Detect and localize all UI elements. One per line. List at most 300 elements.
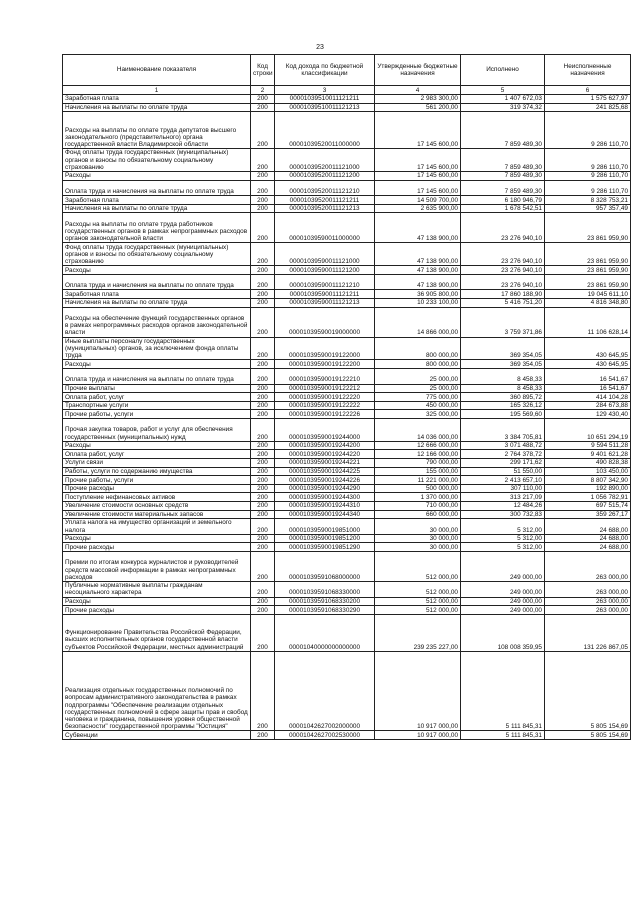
- income-code: 00001039510011121213: [275, 103, 375, 112]
- table-row: [63, 519, 631, 535]
- executed-amount: 299 171,62: [461, 458, 545, 467]
- row-name: Премии по итогам конкурса журналистов и руководителей средств массовой информации в рамках непрограммных расходов: [63, 551, 251, 581]
- column-index-row: [63, 86, 631, 95]
- header-approved: Утвержденные бюджетные назначения: [375, 55, 461, 86]
- approved-amount: 660 000,00: [375, 510, 461, 519]
- unexecuted-amount: 430 645,95: [545, 337, 631, 360]
- row-name: Реализация отдельных государственных полномочий по вопросам административного законодательства в рамках подпрограммы "Обеспечение реализации отдельных государственных полномочий в сфере защиты прав и свобод человека и гражданина, повышения уровня общественной безопасности" государственной программы "Юстиция": [63, 651, 251, 731]
- income-code: 00001039510011121211: [275, 95, 375, 104]
- approved-amount: 2 983 300,00: [375, 95, 461, 104]
- income-code: 00001039590011000000: [275, 213, 375, 243]
- row-code: 200: [251, 266, 275, 275]
- executed-amount: 1 678 542,51: [461, 204, 545, 213]
- row-name: Прочие расходы: [63, 543, 251, 552]
- income-code: 00001039590019244290: [275, 484, 375, 493]
- row-name: Заработная плата: [63, 290, 251, 299]
- unexecuted-amount: 19 045 611,10: [545, 290, 631, 299]
- executed-amount: 2 764 378,72: [461, 450, 545, 459]
- table-row: [63, 401, 631, 410]
- row-name: Оплата труда и начисления на выплаты по оплате труда: [63, 368, 251, 384]
- approved-amount: 512 000,00: [375, 606, 461, 615]
- table-row: [63, 393, 631, 402]
- unexecuted-amount: 4 816 348,80: [545, 299, 631, 308]
- unexecuted-amount: 414 104,28: [545, 393, 631, 402]
- approved-amount: 561 200,00: [375, 103, 461, 112]
- executed-amount: 23 276 940,10: [461, 266, 545, 275]
- approved-amount: 30 000,00: [375, 534, 461, 543]
- income-code: 00001039590019122200: [275, 360, 375, 369]
- row-name: Увеличение стоимости материальных запасов: [63, 510, 251, 519]
- income-code: 00001039590019244310: [275, 501, 375, 510]
- approved-amount: 10 917 000,00: [375, 651, 461, 731]
- row-name: Оплата работ, услуг: [63, 393, 251, 402]
- approved-amount: 450 000,00: [375, 401, 461, 410]
- table-row: [63, 196, 631, 205]
- unexecuted-amount: 24 688,00: [545, 519, 631, 535]
- approved-amount: 12 166 000,00: [375, 450, 461, 459]
- approved-amount: 14 036 000,00: [375, 418, 461, 441]
- row-code: 200: [251, 510, 275, 519]
- table-row: [63, 543, 631, 552]
- income-code: 00001042627002530000: [275, 731, 375, 740]
- unexecuted-amount: 23 861 959,90: [545, 213, 631, 243]
- approved-amount: 500 000,00: [375, 484, 461, 493]
- executed-amount: 3 759 371,86: [461, 307, 545, 337]
- unexecuted-amount: 490 828,38: [545, 458, 631, 467]
- executed-amount: 249 000,00: [461, 606, 545, 615]
- unexecuted-amount: 9 286 110,70: [545, 112, 631, 149]
- approved-amount: 800 000,00: [375, 360, 461, 369]
- income-code: 00001039590019244225: [275, 467, 375, 476]
- executed-amount: 7 859 489,30: [461, 171, 545, 180]
- row-code: 200: [251, 393, 275, 402]
- executed-amount: 249 000,00: [461, 581, 545, 597]
- approved-amount: 25 000,00: [375, 368, 461, 384]
- unexecuted-amount: 8 328 753,21: [545, 196, 631, 205]
- row-code: 200: [251, 360, 275, 369]
- row-code: 200: [251, 171, 275, 180]
- executed-amount: 249 000,00: [461, 551, 545, 581]
- row-name: Прочие работы, услуги: [63, 476, 251, 485]
- row-code: 200: [251, 384, 275, 393]
- executed-amount: 249 000,00: [461, 597, 545, 606]
- row-code: 200: [251, 484, 275, 493]
- table-row: [63, 243, 631, 266]
- table-row: [63, 290, 631, 299]
- table-row: [63, 307, 631, 337]
- table-row: [63, 418, 631, 441]
- approved-amount: 25 000,00: [375, 384, 461, 393]
- table-row: [63, 441, 631, 450]
- row-code: 200: [251, 543, 275, 552]
- table-row: [63, 266, 631, 275]
- income-code: 00001039590019122210: [275, 368, 375, 384]
- income-code: 00001039590019122000: [275, 337, 375, 360]
- approved-amount: 17 145 600,00: [375, 171, 461, 180]
- row-code: 200: [251, 112, 275, 149]
- row-code: 200: [251, 149, 275, 172]
- unexecuted-amount: 10 651 294,19: [545, 418, 631, 441]
- approved-amount: 14 509 700,00: [375, 196, 461, 205]
- unexecuted-amount: 16 541,67: [545, 368, 631, 384]
- unexecuted-amount: 23 861 959,90: [545, 266, 631, 275]
- table-row: [63, 476, 631, 485]
- executed-amount: 195 569,60: [461, 410, 545, 419]
- row-code: 200: [251, 476, 275, 485]
- row-code: 200: [251, 213, 275, 243]
- executed-amount: 369 354,05: [461, 337, 545, 360]
- unexecuted-amount: 11 106 628,14: [545, 307, 631, 337]
- unexecuted-amount: 241 825,68: [545, 103, 631, 112]
- executed-amount: 3 384 705,81: [461, 418, 545, 441]
- approved-amount: 17 145 600,00: [375, 180, 461, 196]
- executed-amount: 1 407 672,03: [461, 95, 545, 104]
- row-code: 200: [251, 614, 275, 651]
- row-code: 200: [251, 204, 275, 213]
- unexecuted-amount: 16 541,67: [545, 384, 631, 393]
- header-income-code: Код дохода по бюджетной классификации: [275, 55, 375, 86]
- approved-amount: 10 917 000,00: [375, 731, 461, 740]
- row-code: 200: [251, 243, 275, 266]
- header-executed: Исполнено: [461, 55, 545, 86]
- approved-amount: 17 145 600,00: [375, 149, 461, 172]
- column-index: 1: [63, 86, 251, 95]
- executed-amount: 23 276 940,10: [461, 274, 545, 290]
- row-name: Начисления на выплаты по оплате труда: [63, 299, 251, 308]
- income-code: 00001040000000000000: [275, 614, 375, 651]
- table-row: [63, 274, 631, 290]
- table-row: [63, 204, 631, 213]
- unexecuted-amount: 23 861 959,90: [545, 274, 631, 290]
- row-code: 200: [251, 337, 275, 360]
- executed-amount: 51 550,00: [461, 467, 545, 476]
- unexecuted-amount: 9 286 110,70: [545, 171, 631, 180]
- unexecuted-amount: 23 861 959,90: [545, 243, 631, 266]
- executed-amount: 5 312,00: [461, 519, 545, 535]
- income-code: 00001039520011121213: [275, 204, 375, 213]
- table-body: [63, 95, 631, 740]
- table-row: [63, 458, 631, 467]
- row-code: 200: [251, 458, 275, 467]
- table-row: [63, 581, 631, 597]
- table-row: [63, 368, 631, 384]
- executed-amount: 3 071 488,72: [461, 441, 545, 450]
- income-code: 00001039590019244300: [275, 493, 375, 502]
- income-code: 00001039591068000000: [275, 551, 375, 581]
- approved-amount: 30 000,00: [375, 543, 461, 552]
- row-code: 200: [251, 401, 275, 410]
- approved-amount: 17 145 600,00: [375, 112, 461, 149]
- row-name: Работы, услуги по содержанию имущества: [63, 467, 251, 476]
- row-code: 200: [251, 290, 275, 299]
- income-code: 00001039590011121200: [275, 266, 375, 275]
- table-row: [63, 731, 631, 740]
- unexecuted-amount: 1 575 627,97: [545, 95, 631, 104]
- executed-amount: 7 859 489,30: [461, 112, 545, 149]
- approved-amount: 11 221 000,00: [375, 476, 461, 485]
- row-code: 200: [251, 501, 275, 510]
- approved-amount: 325 000,00: [375, 410, 461, 419]
- income-code: 00001039590019244226: [275, 476, 375, 485]
- approved-amount: 47 138 900,00: [375, 243, 461, 266]
- table-row: [63, 501, 631, 510]
- income-code: 00001039590019122226: [275, 410, 375, 419]
- row-name: Расходы: [63, 441, 251, 450]
- unexecuted-amount: 359 267,17: [545, 510, 631, 519]
- approved-amount: 47 138 900,00: [375, 266, 461, 275]
- row-code: 200: [251, 180, 275, 196]
- row-code: 200: [251, 597, 275, 606]
- executed-amount: 8 458,33: [461, 384, 545, 393]
- unexecuted-amount: 9 286 110,70: [545, 180, 631, 196]
- column-index: 4: [375, 86, 461, 95]
- income-code: 00001039590011121211: [275, 290, 375, 299]
- executed-amount: 7 859 489,30: [461, 180, 545, 196]
- table-row: [63, 103, 631, 112]
- row-code: 200: [251, 410, 275, 419]
- approved-amount: 155 000,00: [375, 467, 461, 476]
- table-row: [63, 410, 631, 419]
- row-name: Расходы: [63, 266, 251, 275]
- income-code: 00001039590019244220: [275, 450, 375, 459]
- executed-amount: 5 111 845,31: [461, 731, 545, 740]
- unexecuted-amount: 263 000,00: [545, 551, 631, 581]
- approved-amount: 10 233 100,00: [375, 299, 461, 308]
- row-name: Расходы на выплаты по оплате труда депутатов высшего законодательного (представительного) органа государственной власти Владимирской области: [63, 112, 251, 149]
- income-code: 00001039590011121210: [275, 274, 375, 290]
- unexecuted-amount: 9 401 621,28: [545, 450, 631, 459]
- row-code: 200: [251, 467, 275, 476]
- row-name: Прочая закупка товаров, работ и услуг для обеспечения государственных (муниципальных) нужд: [63, 418, 251, 441]
- executed-amount: 165 326,12: [461, 401, 545, 410]
- row-name: Оплата труда и начисления на выплаты по оплате труда: [63, 274, 251, 290]
- unexecuted-amount: 284 673,88: [545, 401, 631, 410]
- row-name: Иные выплаты персоналу государственных (муниципальных) органов, за исключением фонда оплаты труда: [63, 337, 251, 360]
- table-row: [63, 597, 631, 606]
- income-code: 00001039520011121200: [275, 171, 375, 180]
- executed-amount: 12 484,26: [461, 501, 545, 510]
- row-code: 200: [251, 581, 275, 597]
- income-code: 00001039590019851000: [275, 519, 375, 535]
- table-header: [63, 55, 631, 95]
- income-code: 00001039590019851290: [275, 543, 375, 552]
- table-row: [63, 360, 631, 369]
- approved-amount: 1 370 000,00: [375, 493, 461, 502]
- row-code: 200: [251, 551, 275, 581]
- table-row: [63, 467, 631, 476]
- unexecuted-amount: 24 688,00: [545, 543, 631, 552]
- row-code: 200: [251, 368, 275, 384]
- column-index: 2: [251, 86, 275, 95]
- approved-amount: 512 000,00: [375, 581, 461, 597]
- row-name: Субвенции: [63, 731, 251, 740]
- income-code: 00001039590019851200: [275, 534, 375, 543]
- unexecuted-amount: 9 286 110,70: [545, 149, 631, 172]
- row-name: Начисления на выплаты по оплате труда: [63, 103, 251, 112]
- income-code: 00001039590019000000: [275, 307, 375, 337]
- executed-amount: 5 416 751,20: [461, 299, 545, 308]
- approved-amount: 710 000,00: [375, 501, 461, 510]
- row-name: Прочие выплаты: [63, 384, 251, 393]
- row-name: Фонд оплаты труда государственных (муниципальных) органов и взносы по обязательному социальному страхованию: [63, 149, 251, 172]
- executed-amount: 8 458,33: [461, 368, 545, 384]
- row-code: 200: [251, 95, 275, 104]
- unexecuted-amount: 263 000,00: [545, 581, 631, 597]
- income-code: 00001039590019122222: [275, 401, 375, 410]
- row-name: Публичные нормативные выплаты гражданам несоциального характера: [63, 581, 251, 597]
- executed-amount: 108 008 359,95: [461, 614, 545, 651]
- income-code: 00001039590019244000: [275, 418, 375, 441]
- table-row: [63, 614, 631, 651]
- table-row: [63, 450, 631, 459]
- table-row: [63, 651, 631, 731]
- unexecuted-amount: 1 056 782,91: [545, 493, 631, 502]
- unexecuted-amount: 103 450,00: [545, 467, 631, 476]
- approved-amount: 2 635 900,00: [375, 204, 461, 213]
- row-name: Начисления на выплаты по оплате труда: [63, 204, 251, 213]
- table-row: [63, 510, 631, 519]
- income-code: 00001039590011121213: [275, 299, 375, 308]
- unexecuted-amount: 8 807 342,90: [545, 476, 631, 485]
- row-code: 200: [251, 274, 275, 290]
- income-code: 00001039591068330290: [275, 606, 375, 615]
- column-index: 3: [275, 86, 375, 95]
- row-code: 200: [251, 606, 275, 615]
- unexecuted-amount: 263 000,00: [545, 597, 631, 606]
- approved-amount: 47 138 900,00: [375, 274, 461, 290]
- unexecuted-amount: 192 890,00: [545, 484, 631, 493]
- row-name: Расходы: [63, 171, 251, 180]
- table-row: [63, 551, 631, 581]
- row-name: Расходы: [63, 534, 251, 543]
- table-row: [63, 337, 631, 360]
- income-code: 00001039520011000000: [275, 112, 375, 149]
- executed-amount: 313 217,09: [461, 493, 545, 502]
- row-name: Поступление нефинансовых активов: [63, 493, 251, 502]
- approved-amount: 12 666 000,00: [375, 441, 461, 450]
- header-row-code: Код строки: [251, 55, 275, 86]
- row-name: Оплата труда и начисления на выплаты по оплате труда: [63, 180, 251, 196]
- row-name: Заработная плата: [63, 196, 251, 205]
- income-code: 00001039590011121000: [275, 243, 375, 266]
- table-row: [63, 149, 631, 172]
- unexecuted-amount: 697 515,74: [545, 501, 631, 510]
- row-name: Расходы: [63, 360, 251, 369]
- column-index: 6: [545, 86, 631, 95]
- row-name: Уплата налога на имущество организаций и земельного налога: [63, 519, 251, 535]
- row-code: 200: [251, 534, 275, 543]
- row-code: 200: [251, 519, 275, 535]
- page-number: 23: [316, 44, 324, 51]
- row-name: Транспортные услуги: [63, 401, 251, 410]
- income-code: 00001039520011121000: [275, 149, 375, 172]
- income-code: 00001042627002000000: [275, 651, 375, 731]
- executed-amount: 6 180 946,79: [461, 196, 545, 205]
- unexecuted-amount: 430 645,95: [545, 360, 631, 369]
- table-row: [63, 95, 631, 104]
- unexecuted-amount: 131 226 867,05: [545, 614, 631, 651]
- row-name: Прочие расходы: [63, 606, 251, 615]
- income-code: 00001039590019244340: [275, 510, 375, 519]
- income-code: 00001039590019122212: [275, 384, 375, 393]
- row-name: Услуги связи: [63, 458, 251, 467]
- table-row: [63, 606, 631, 615]
- row-name: Заработная плата: [63, 95, 251, 104]
- approved-amount: 512 000,00: [375, 597, 461, 606]
- executed-amount: 5 111 845,31: [461, 651, 545, 731]
- executed-amount: 5 312,00: [461, 543, 545, 552]
- executed-amount: 2 413 657,10: [461, 476, 545, 485]
- executed-amount: 300 732,83: [461, 510, 545, 519]
- budget-execution-table: [62, 54, 631, 740]
- unexecuted-amount: 957 357,49: [545, 204, 631, 213]
- table-row: [63, 180, 631, 196]
- income-code: 00001039591068330200: [275, 597, 375, 606]
- table-row: [63, 112, 631, 149]
- row-code: 200: [251, 418, 275, 441]
- unexecuted-amount: 263 000,00: [545, 606, 631, 615]
- executed-amount: 17 860 188,90: [461, 290, 545, 299]
- income-code: 00001039590019122220: [275, 393, 375, 402]
- income-code: 00001039590019244221: [275, 458, 375, 467]
- row-code: 200: [251, 651, 275, 731]
- income-code: 00001039520011121211: [275, 196, 375, 205]
- row-name: Функционирование Правительства Российской Федерации, высших исполнительных органов государственной власти субъектов Российской Федерации, местных администраций: [63, 614, 251, 651]
- row-code: 200: [251, 299, 275, 308]
- approved-amount: 14 866 000,00: [375, 307, 461, 337]
- header-unexecuted: Неисполненные назначения: [545, 55, 631, 86]
- executed-amount: 7 859 489,30: [461, 149, 545, 172]
- row-name: Прочие расходы: [63, 484, 251, 493]
- approved-amount: 512 000,00: [375, 551, 461, 581]
- header-indicator-name: Наименование показателя: [63, 55, 251, 86]
- approved-amount: 36 905 800,00: [375, 290, 461, 299]
- row-code: 200: [251, 731, 275, 740]
- executed-amount: 23 276 940,10: [461, 213, 545, 243]
- row-name: Расходы на выплаты по оплате труда работников государственных органов в рамках непрограммных расходов органов законодательной власти: [63, 213, 251, 243]
- row-name: Увеличение стоимости основных средств: [63, 501, 251, 510]
- income-code: 00001039590019244200: [275, 441, 375, 450]
- approved-amount: 775 000,00: [375, 393, 461, 402]
- executed-amount: 319 374,32: [461, 103, 545, 112]
- approved-amount: 800 000,00: [375, 337, 461, 360]
- executed-amount: 369 354,05: [461, 360, 545, 369]
- table-row: [63, 493, 631, 502]
- unexecuted-amount: 9 594 511,28: [545, 441, 631, 450]
- unexecuted-amount: 5 805 154,69: [545, 731, 631, 740]
- row-name: Оплата работ, услуг: [63, 450, 251, 459]
- row-code: 200: [251, 307, 275, 337]
- unexecuted-amount: 24 688,00: [545, 534, 631, 543]
- row-code: 200: [251, 196, 275, 205]
- row-name: Расходы: [63, 597, 251, 606]
- income-code: 00001039591068330000: [275, 581, 375, 597]
- column-index: 5: [461, 86, 545, 95]
- row-name: Прочие работы, услуги: [63, 410, 251, 419]
- executed-amount: 23 276 940,10: [461, 243, 545, 266]
- executed-amount: 360 895,72: [461, 393, 545, 402]
- unexecuted-amount: 129 430,40: [545, 410, 631, 419]
- approved-amount: 239 235 227,00: [375, 614, 461, 651]
- row-code: 200: [251, 103, 275, 112]
- row-code: 200: [251, 450, 275, 459]
- approved-amount: 47 138 900,00: [375, 213, 461, 243]
- table-row: [63, 534, 631, 543]
- table-row: [63, 484, 631, 493]
- executed-amount: 307 110,00: [461, 484, 545, 493]
- row-code: 200: [251, 493, 275, 502]
- approved-amount: 30 000,00: [375, 519, 461, 535]
